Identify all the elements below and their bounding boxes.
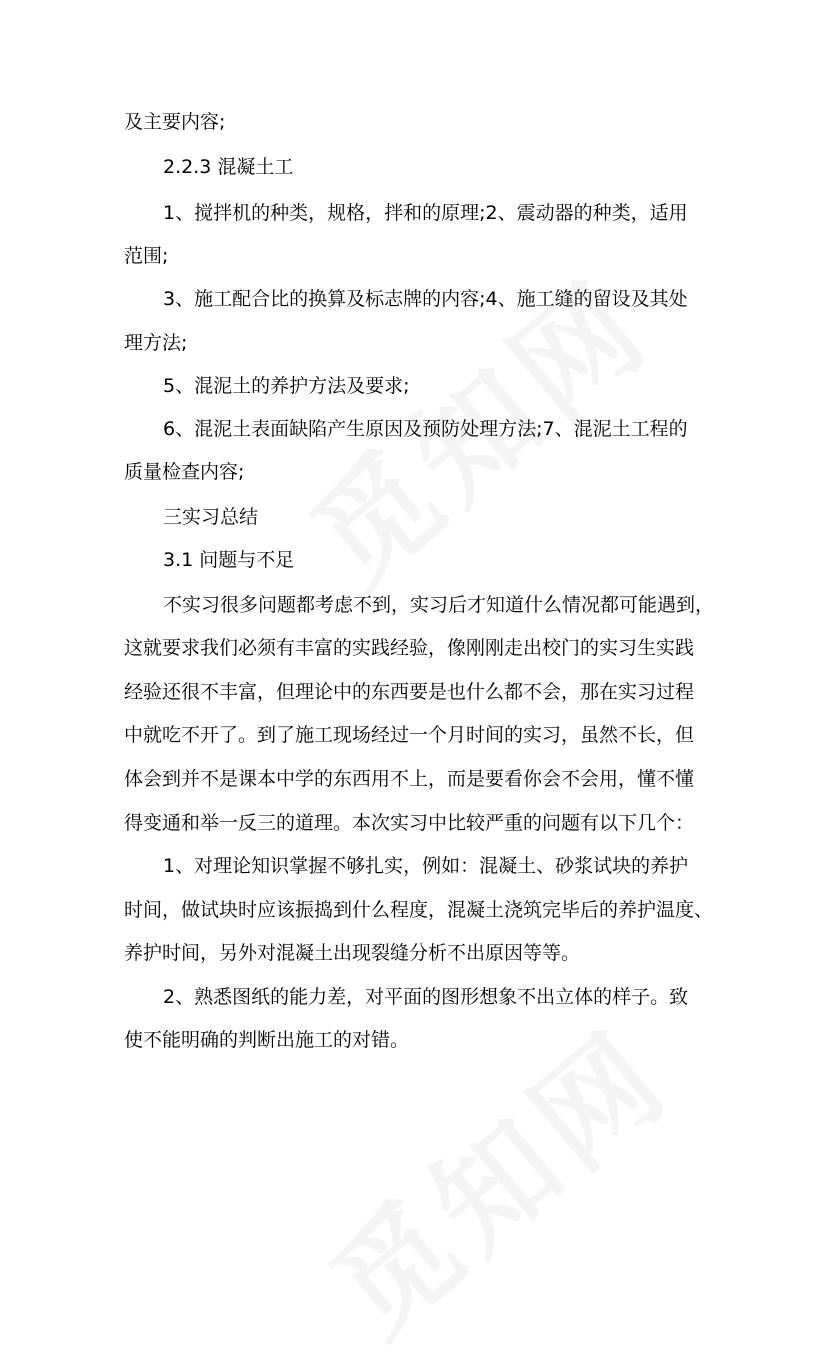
- text-line: 这就要求我们必须有丰富的实践经验，像刚刚走出校门的实习生实践: [124, 637, 695, 659]
- section-heading: 3.1 问题与不足: [163, 549, 295, 571]
- chapter-heading: 三实习总结: [163, 506, 259, 528]
- text-line: 2、熟悉图纸的能力差，对平面的图形想象不出立体的样子。致: [163, 986, 689, 1008]
- text-line: 养护时间，另外对混凝土出现裂缝分析不出原因等等。: [124, 942, 581, 964]
- text-line: 3、施工配合比的换算及标志牌的内容;4、施工缝的留设及其处: [163, 288, 688, 310]
- text-line: 理方法;: [124, 332, 188, 354]
- text-line: 1、搅拌机的种类，规格，拌和的原理;2、震动器的种类，适用: [163, 202, 688, 224]
- text-line: 1、对理论知识掌握不够扎实，例如：混凝土、砂浆试块的养护: [163, 855, 689, 877]
- text-line: 6、混泥土表面缺陷产生原因及预防处理方法;7、混泥土工程的: [163, 418, 688, 440]
- text-line: 中就吃不开了。到了施工现场经过一个月时间的实习，虽然不长，但: [124, 724, 695, 746]
- text-line: 及主要内容;: [124, 111, 226, 133]
- text-line: 范围;: [124, 245, 169, 267]
- text-line: 经验还很不丰富，但理论中的东西要是也什么都不会，那在实习过程: [124, 681, 695, 703]
- section-heading: 2.2.3 混凝土工: [163, 156, 294, 178]
- text-line: 得变通和举一反三的道理。本次实习中比较严重的问题有以下几个：: [124, 812, 695, 834]
- text-line: 质量检查内容;: [124, 461, 245, 483]
- text-line: 体会到并不是课本中学的东西用不上，而是要看你会不会用，懂不懂: [124, 768, 695, 790]
- text-line: 5、混泥土的养护方法及要求;: [163, 375, 410, 397]
- text-line: 不实习很多问题都考虑不到，实习后才知道什么情况都可能遇到，: [163, 594, 715, 616]
- text-line: 使不能明确的判断出施工的对错。: [124, 1029, 410, 1051]
- text-line: 时间，做试块时应该振捣到什么程度，混凝土浇筑完毕后的养护温度、: [124, 899, 714, 921]
